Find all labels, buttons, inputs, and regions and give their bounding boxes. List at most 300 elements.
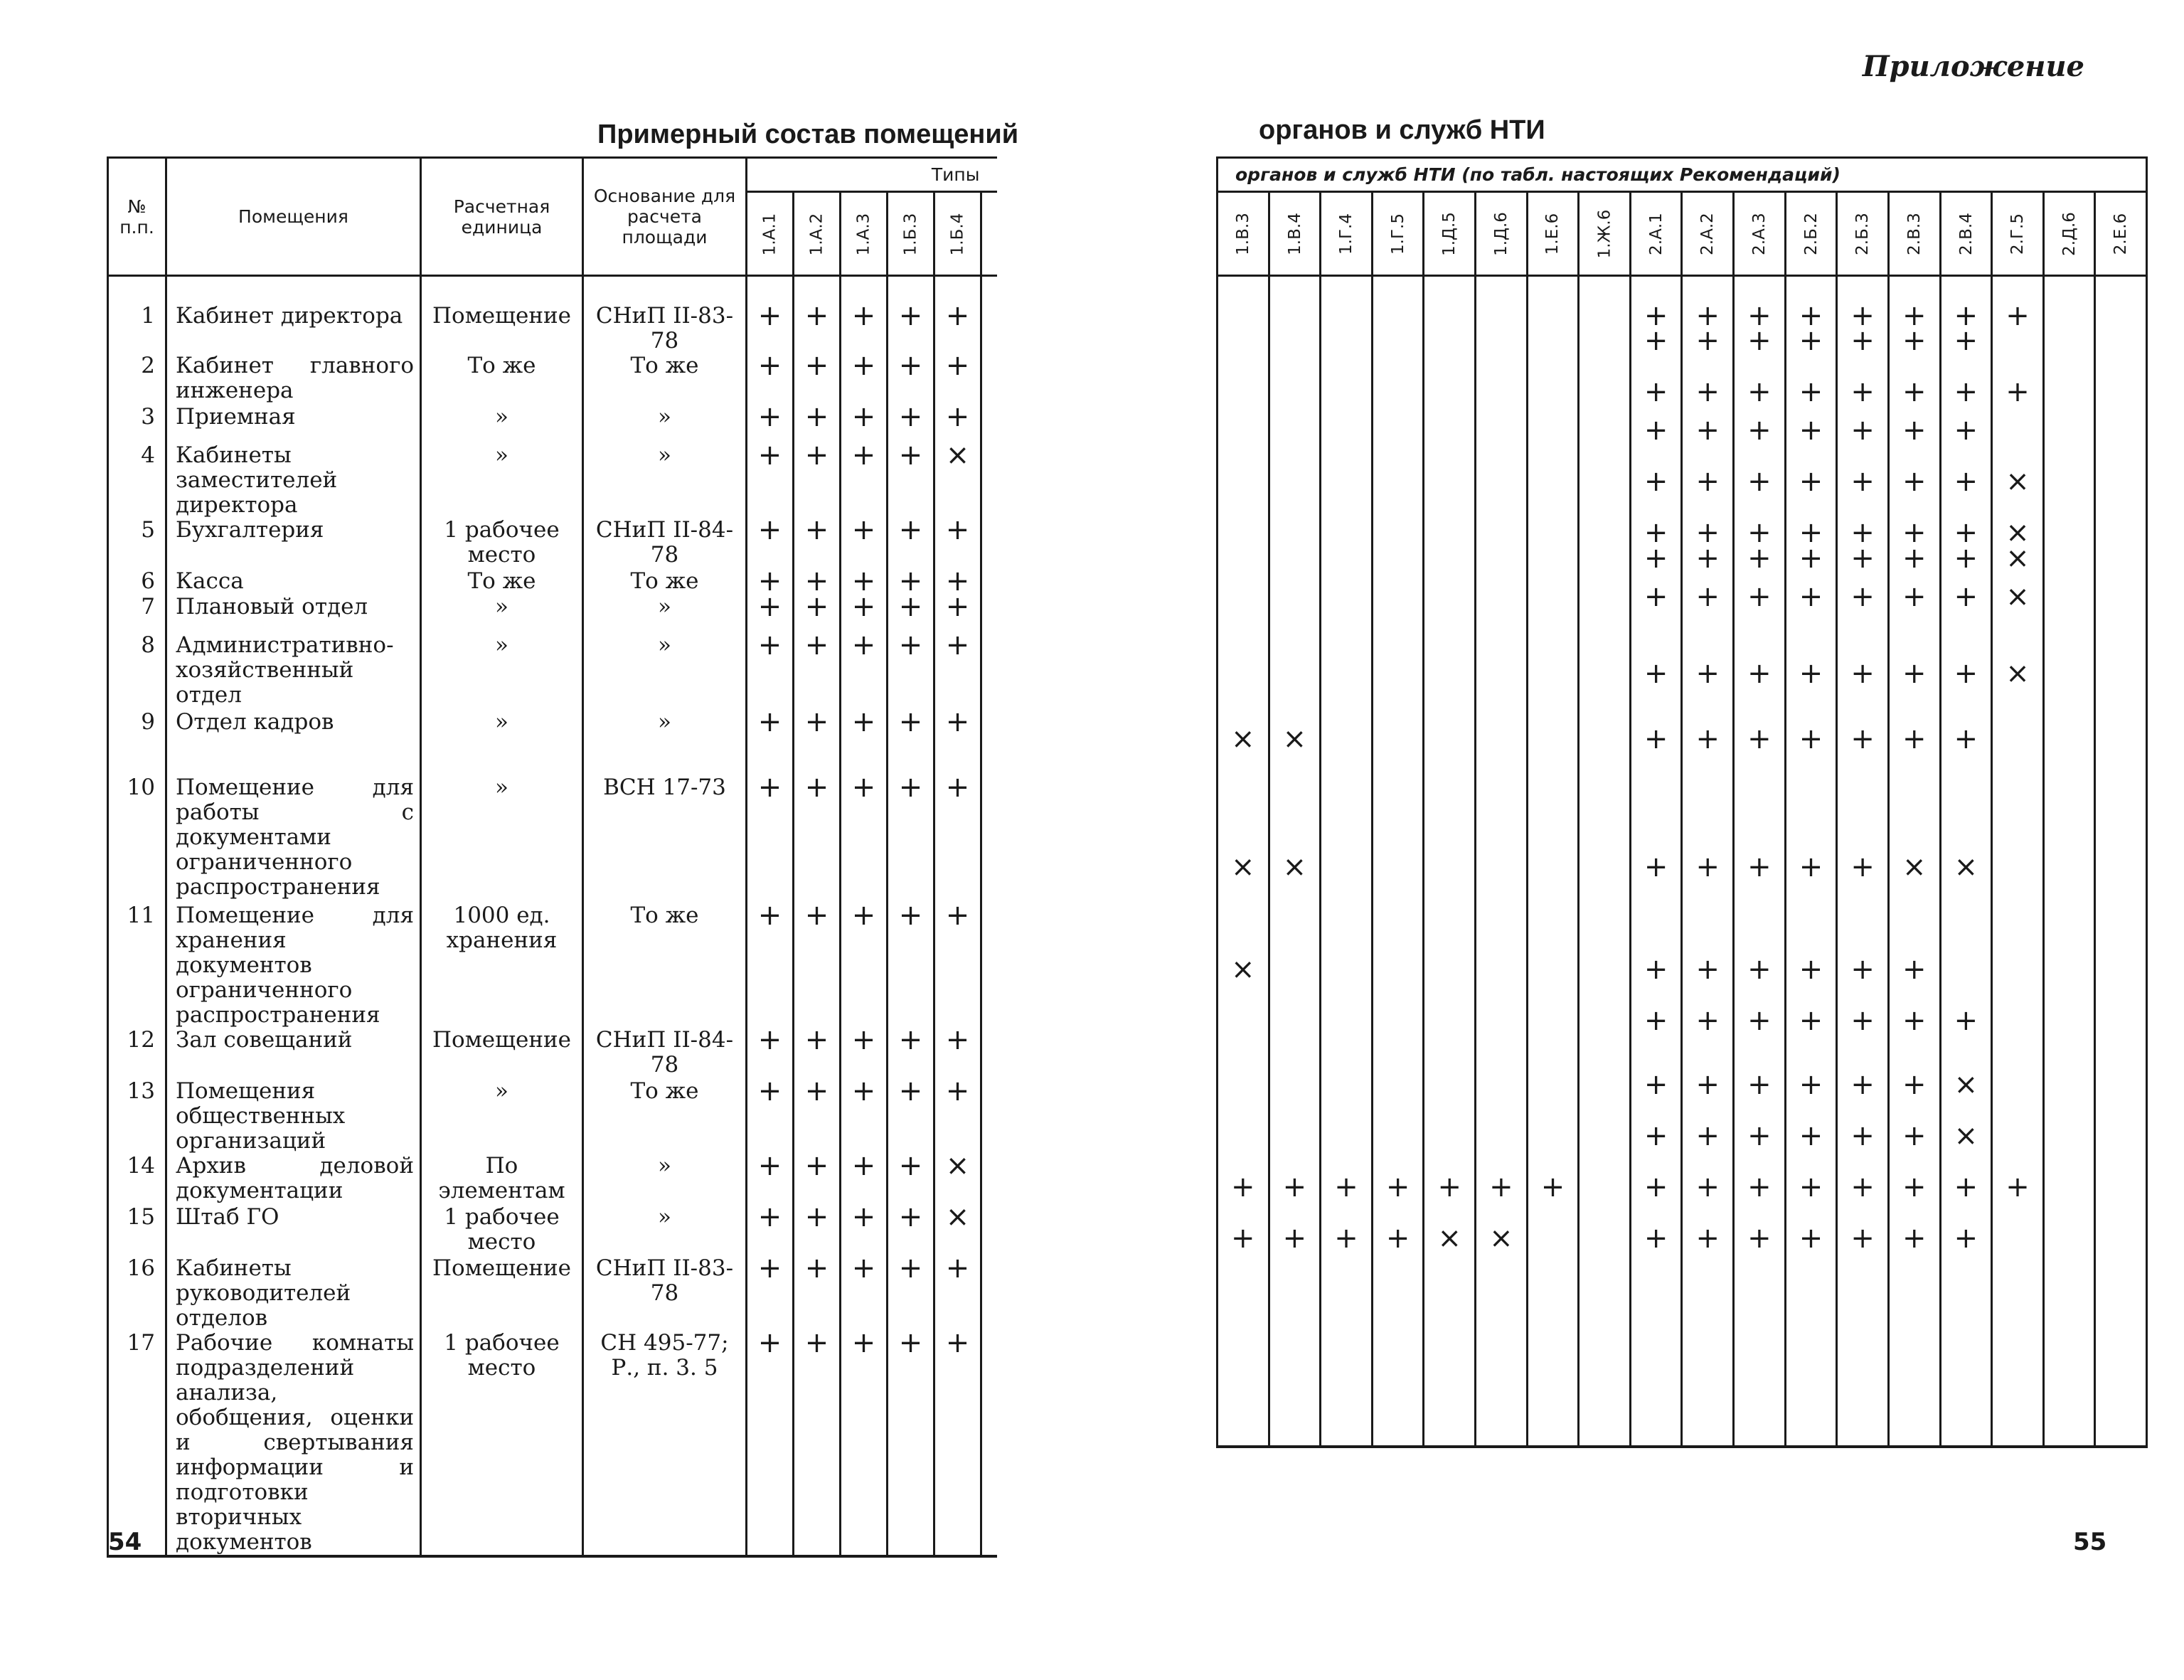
row-number: 8 bbox=[108, 633, 166, 710]
type-mark: + bbox=[747, 405, 794, 443]
type-mark bbox=[1527, 380, 1579, 418]
type-mark: + bbox=[1785, 418, 1837, 469]
type-mark: + bbox=[1888, 957, 1940, 1009]
type-mark: + bbox=[841, 405, 888, 443]
type-mark: + bbox=[1682, 1009, 1734, 1073]
type-code-label: 1.Г.5 bbox=[1388, 213, 1407, 255]
type-mark: + bbox=[1682, 1226, 1734, 1447]
area-basis: ВСН 17-73 bbox=[583, 775, 747, 903]
type-mark bbox=[1476, 661, 1528, 727]
table-row bbox=[1218, 1175, 2147, 1226]
type-mark bbox=[1527, 276, 1579, 329]
type-mark: + bbox=[888, 353, 934, 405]
type-mark bbox=[2043, 469, 2095, 521]
room-name: Помещение для хранения документов ограниченного распространения bbox=[166, 903, 421, 1028]
type-code-header bbox=[1630, 192, 1682, 276]
room-name: Зал совещаний bbox=[166, 1028, 421, 1079]
type-mark: + bbox=[841, 1205, 888, 1256]
type-code-header bbox=[2043, 192, 2095, 276]
type-mark bbox=[2043, 329, 2095, 380]
type-code-label: 2.В.4 bbox=[1956, 213, 1976, 255]
type-mark bbox=[1372, 276, 1424, 329]
type-mark bbox=[1579, 661, 1631, 727]
row-number: 14 bbox=[108, 1154, 166, 1205]
type-mark bbox=[1218, 1073, 1269, 1124]
type-mark: + bbox=[1940, 585, 1992, 661]
type-mark bbox=[2095, 276, 2147, 329]
type-code-label: 2.А.1 bbox=[1646, 213, 1666, 255]
type-code-label: 1.А.3 bbox=[854, 213, 873, 256]
type-mark: × bbox=[1940, 1124, 1992, 1175]
table-row bbox=[108, 405, 997, 443]
type-mark: + bbox=[1888, 546, 1940, 585]
type-mark: + bbox=[1476, 1175, 1528, 1226]
room-name: Кабинеты руководителей отделов bbox=[166, 1256, 421, 1331]
table-row bbox=[108, 595, 997, 633]
type-mark bbox=[1321, 418, 1373, 469]
area-basis: » bbox=[583, 595, 747, 633]
type-mark: + bbox=[1940, 380, 1992, 418]
type-mark: + bbox=[747, 1079, 794, 1154]
type-mark bbox=[1579, 957, 1631, 1009]
calc-unit: » bbox=[421, 633, 583, 710]
type-code-header bbox=[1940, 192, 1992, 276]
type-mark bbox=[1269, 521, 1321, 546]
type-mark bbox=[1218, 661, 1269, 727]
type-mark bbox=[1424, 1009, 1476, 1073]
type-mark: + bbox=[1734, 1175, 1786, 1226]
type-mark: + bbox=[1682, 329, 1734, 380]
type-code-header bbox=[1269, 192, 1321, 276]
type-mark: + bbox=[1630, 661, 1682, 727]
type-mark bbox=[2095, 661, 2147, 727]
type-mark bbox=[1321, 661, 1373, 727]
type-mark bbox=[1527, 727, 1579, 855]
type-code-header bbox=[1476, 192, 1528, 276]
type-mark bbox=[2043, 1009, 2095, 1073]
type-mark: + bbox=[1682, 585, 1734, 661]
spacer-cell bbox=[981, 595, 997, 633]
type-mark: + bbox=[1630, 1009, 1682, 1073]
type-mark: + bbox=[1682, 546, 1734, 585]
area-basis: » bbox=[583, 633, 747, 710]
type-mark bbox=[1424, 957, 1476, 1009]
header-types: Типы bbox=[747, 158, 997, 192]
type-mark: × bbox=[1424, 1226, 1476, 1447]
area-basis: СНиП II-84-78 bbox=[583, 1028, 747, 1079]
type-mark: + bbox=[1682, 469, 1734, 521]
type-mark: + bbox=[1940, 1226, 1992, 1447]
calc-unit: 1 рабочее место bbox=[421, 518, 583, 569]
type-mark: + bbox=[1837, 1073, 1889, 1124]
type-mark bbox=[1992, 855, 2044, 957]
area-basis: СНиП II-84-78 bbox=[583, 518, 747, 569]
type-mark: + bbox=[888, 1205, 934, 1256]
type-mark: + bbox=[1785, 1009, 1837, 1073]
type-mark: + bbox=[888, 903, 934, 1028]
type-mark bbox=[1527, 521, 1579, 546]
spacer-cell bbox=[981, 1205, 997, 1256]
type-mark bbox=[1269, 276, 1321, 329]
row-number: 17 bbox=[108, 1331, 166, 1556]
type-mark: + bbox=[747, 903, 794, 1028]
type-mark bbox=[1372, 1009, 1424, 1073]
type-mark: + bbox=[1837, 855, 1889, 957]
type-mark: + bbox=[1630, 1124, 1682, 1175]
room-name: Кабинет директора bbox=[166, 276, 421, 354]
type-mark: + bbox=[888, 1154, 934, 1205]
type-code-header bbox=[1734, 192, 1786, 276]
row-number: 5 bbox=[108, 518, 166, 569]
type-mark bbox=[1424, 585, 1476, 661]
type-mark: + bbox=[1734, 521, 1786, 546]
type-mark: + bbox=[1785, 380, 1837, 418]
type-mark: + bbox=[1940, 661, 1992, 727]
type-mark: + bbox=[1682, 727, 1734, 855]
row-number: 16 bbox=[108, 1256, 166, 1331]
table-row bbox=[1218, 1073, 2147, 1124]
type-mark: + bbox=[1218, 1226, 1269, 1447]
spacer-cell bbox=[981, 353, 997, 405]
table-row bbox=[108, 276, 997, 354]
type-code-label: 1.В.3 bbox=[1233, 213, 1252, 255]
type-mark: + bbox=[1785, 521, 1837, 546]
type-mark: + bbox=[1734, 418, 1786, 469]
type-mark bbox=[2095, 1175, 2147, 1226]
calc-unit: То же bbox=[421, 569, 583, 595]
type-mark: + bbox=[794, 775, 841, 903]
type-mark: + bbox=[1630, 418, 1682, 469]
spacer-cell bbox=[981, 1079, 997, 1154]
type-mark bbox=[1372, 855, 1424, 957]
type-mark: + bbox=[888, 1256, 934, 1331]
type-mark bbox=[1527, 855, 1579, 957]
type-mark bbox=[1218, 380, 1269, 418]
spacer-cell bbox=[981, 405, 997, 443]
type-mark bbox=[1527, 418, 1579, 469]
type-mark bbox=[1424, 521, 1476, 546]
row-number: 3 bbox=[108, 405, 166, 443]
type-mark: + bbox=[794, 276, 841, 354]
type-mark: + bbox=[1734, 661, 1786, 727]
type-mark: + bbox=[1682, 521, 1734, 546]
type-mark bbox=[1527, 661, 1579, 727]
type-mark: + bbox=[1992, 380, 2044, 418]
room-name: Помещение для работы с документами ограниченного распространения bbox=[166, 775, 421, 903]
table-row bbox=[108, 903, 997, 1028]
type-mark bbox=[1992, 1124, 2044, 1175]
type-mark: + bbox=[1837, 957, 1889, 1009]
type-mark: + bbox=[1734, 855, 1786, 957]
type-mark: + bbox=[1734, 957, 1786, 1009]
rooms-table bbox=[107, 156, 997, 1558]
type-spacer-header bbox=[981, 192, 997, 276]
page-number-right: 55 bbox=[2073, 1528, 2107, 1556]
type-mark bbox=[2043, 1124, 2095, 1175]
type-mark: + bbox=[1785, 1226, 1837, 1447]
type-code-label: 1.Д.6 bbox=[1491, 212, 1511, 256]
type-mark bbox=[1372, 380, 1424, 418]
type-mark: + bbox=[1321, 1226, 1373, 1447]
type-mark bbox=[1372, 469, 1424, 521]
type-mark bbox=[1269, 546, 1321, 585]
type-mark bbox=[2043, 1175, 2095, 1226]
type-mark: + bbox=[934, 775, 981, 903]
type-mark bbox=[1321, 1009, 1373, 1073]
type-mark: + bbox=[1630, 380, 1682, 418]
spacer-cell bbox=[981, 1028, 997, 1079]
type-code-header bbox=[1837, 192, 1889, 276]
type-mark: + bbox=[1734, 546, 1786, 585]
table-row bbox=[108, 775, 997, 903]
row-number: 6 bbox=[108, 569, 166, 595]
type-code-header bbox=[1527, 192, 1579, 276]
type-mark bbox=[1527, 1226, 1579, 1447]
type-mark: × bbox=[1992, 585, 2044, 661]
row-number: 13 bbox=[108, 1079, 166, 1154]
type-mark bbox=[1218, 329, 1269, 380]
calc-unit: Помещение bbox=[421, 1028, 583, 1079]
type-mark bbox=[1579, 1073, 1631, 1124]
type-mark bbox=[1527, 1073, 1579, 1124]
type-mark: + bbox=[1734, 1226, 1786, 1447]
type-mark: + bbox=[747, 353, 794, 405]
type-mark: + bbox=[934, 595, 981, 633]
type-mark bbox=[1579, 276, 1631, 329]
type-mark bbox=[1269, 661, 1321, 727]
table-row bbox=[108, 1205, 997, 1256]
type-mark bbox=[1424, 329, 1476, 380]
type-code-label: 1.А.2 bbox=[807, 213, 826, 256]
type-mark bbox=[1579, 855, 1631, 957]
table-row bbox=[1218, 329, 2147, 380]
area-basis: СНиП II-83-78 bbox=[583, 1256, 747, 1331]
calc-unit: 1000 ед. хранения bbox=[421, 903, 583, 1028]
spacer-cell bbox=[981, 633, 997, 710]
table-row bbox=[108, 443, 997, 518]
type-mark bbox=[1476, 1073, 1528, 1124]
right-page bbox=[1109, 0, 2184, 1680]
type-mark: + bbox=[1785, 276, 1837, 329]
area-basis: СН 495-77; Р., п. 3. 5 bbox=[583, 1331, 747, 1556]
type-mark: + bbox=[794, 1028, 841, 1079]
type-mark bbox=[1269, 329, 1321, 380]
calc-unit: » bbox=[421, 595, 583, 633]
type-mark: + bbox=[1888, 418, 1940, 469]
type-mark: + bbox=[747, 1028, 794, 1079]
type-mark: + bbox=[1734, 1073, 1786, 1124]
type-mark: + bbox=[747, 1205, 794, 1256]
type-mark bbox=[1992, 418, 2044, 469]
type-mark: + bbox=[841, 518, 888, 569]
type-mark bbox=[1579, 329, 1631, 380]
type-code-label: 1.Б.3 bbox=[900, 213, 920, 256]
type-mark bbox=[1218, 546, 1269, 585]
type-mark: + bbox=[1630, 585, 1682, 661]
type-code-label: 1.Д.5 bbox=[1440, 212, 1459, 256]
type-mark bbox=[1992, 329, 2044, 380]
type-mark bbox=[2043, 855, 2095, 957]
room-name: Архив деловой документации bbox=[166, 1154, 421, 1205]
type-mark bbox=[1321, 521, 1373, 546]
type-mark bbox=[2095, 1073, 2147, 1124]
type-mark bbox=[1269, 469, 1321, 521]
type-mark: × bbox=[934, 1205, 981, 1256]
table-row bbox=[108, 1079, 997, 1154]
room-name: Помещения общественных организаций bbox=[166, 1079, 421, 1154]
type-mark: × bbox=[1218, 855, 1269, 957]
type-mark: + bbox=[747, 775, 794, 903]
table-row bbox=[108, 1028, 997, 1079]
type-mark: + bbox=[1682, 276, 1734, 329]
type-mark bbox=[1476, 1009, 1528, 1073]
type-mark: + bbox=[1992, 276, 2044, 329]
type-mark bbox=[1476, 855, 1528, 957]
area-basis: » bbox=[583, 405, 747, 443]
type-mark: + bbox=[1372, 1226, 1424, 1447]
type-mark bbox=[1269, 957, 1321, 1009]
type-mark bbox=[1372, 585, 1424, 661]
type-mark bbox=[1372, 727, 1424, 855]
type-mark: + bbox=[1527, 1175, 1579, 1226]
type-mark: + bbox=[1888, 1175, 1940, 1226]
type-mark: + bbox=[934, 1079, 981, 1154]
type-mark: + bbox=[794, 595, 841, 633]
type-mark: + bbox=[1888, 521, 1940, 546]
type-mark: × bbox=[1992, 661, 2044, 727]
type-mark bbox=[2043, 546, 2095, 585]
type-mark: × bbox=[1992, 546, 2044, 585]
header-rooms: Помещения bbox=[166, 158, 421, 276]
type-mark bbox=[1527, 329, 1579, 380]
type-mark bbox=[1218, 276, 1269, 329]
type-mark: + bbox=[1785, 1073, 1837, 1124]
type-mark bbox=[2095, 1124, 2147, 1175]
type-code-header bbox=[2095, 192, 2147, 276]
type-mark: × bbox=[934, 1154, 981, 1205]
type-mark bbox=[2043, 276, 2095, 329]
type-mark bbox=[2095, 1226, 2147, 1447]
spacer-cell bbox=[981, 710, 997, 775]
type-mark bbox=[1527, 1009, 1579, 1073]
type-mark bbox=[2043, 661, 2095, 727]
type-mark: + bbox=[794, 443, 841, 518]
type-mark bbox=[1321, 329, 1373, 380]
type-mark: × bbox=[1269, 727, 1321, 855]
type-mark: + bbox=[888, 1331, 934, 1556]
type-mark: + bbox=[1888, 661, 1940, 727]
type-mark: + bbox=[1630, 521, 1682, 546]
type-mark bbox=[1424, 1073, 1476, 1124]
type-mark: + bbox=[1837, 727, 1889, 855]
calc-unit: Помещение bbox=[421, 276, 583, 354]
room-name: Штаб ГО bbox=[166, 1205, 421, 1256]
type-mark bbox=[1992, 1226, 2044, 1447]
type-mark bbox=[1321, 276, 1373, 329]
type-mark: + bbox=[1785, 1175, 1837, 1226]
type-mark: + bbox=[1785, 329, 1837, 380]
type-mark: + bbox=[1682, 1073, 1734, 1124]
type-mark: + bbox=[934, 353, 981, 405]
type-code-header bbox=[1888, 192, 1940, 276]
type-mark: × bbox=[1940, 1073, 1992, 1124]
type-mark bbox=[1372, 546, 1424, 585]
type-mark bbox=[1476, 1124, 1528, 1175]
type-mark: + bbox=[934, 710, 981, 775]
left-page-title: Примерный состав помещений bbox=[597, 119, 1019, 149]
type-mark bbox=[1321, 957, 1373, 1009]
type-mark: + bbox=[1734, 1009, 1786, 1073]
type-mark: × bbox=[1218, 957, 1269, 1009]
type-mark: + bbox=[1734, 380, 1786, 418]
type-mark: + bbox=[1682, 380, 1734, 418]
type-mark bbox=[2095, 418, 2147, 469]
type-mark bbox=[2095, 329, 2147, 380]
type-mark: + bbox=[1785, 957, 1837, 1009]
type-code-label: 2.В.3 bbox=[1905, 213, 1924, 255]
type-mark: + bbox=[1785, 1124, 1837, 1175]
type-mark bbox=[1579, 380, 1631, 418]
header-unit: Расчетная единица bbox=[421, 158, 583, 276]
type-mark: + bbox=[1682, 957, 1734, 1009]
type-mark: + bbox=[747, 518, 794, 569]
type-mark: + bbox=[794, 710, 841, 775]
type-mark: + bbox=[1940, 329, 1992, 380]
type-mark: + bbox=[841, 595, 888, 633]
type-mark bbox=[2043, 585, 2095, 661]
spacer-cell bbox=[981, 903, 997, 1028]
table-row bbox=[108, 633, 997, 710]
type-mark: + bbox=[888, 276, 934, 354]
page-number-left: 54 bbox=[108, 1528, 142, 1556]
room-name: Касса bbox=[166, 569, 421, 595]
type-mark: + bbox=[1630, 1226, 1682, 1447]
type-mark bbox=[1424, 546, 1476, 585]
table-row bbox=[108, 1154, 997, 1205]
calc-unit: 1 рабочее место bbox=[421, 1205, 583, 1256]
type-mark bbox=[1527, 957, 1579, 1009]
area-basis: » bbox=[583, 1154, 747, 1205]
table-row bbox=[108, 1256, 997, 1331]
calc-unit: 1 рабочее место bbox=[421, 1331, 583, 1556]
type-mark: + bbox=[1630, 727, 1682, 855]
type-mark: + bbox=[841, 1154, 888, 1205]
calc-unit: То же bbox=[421, 353, 583, 405]
table-row bbox=[1218, 1226, 2147, 1447]
spacer-cell bbox=[981, 1331, 997, 1556]
type-mark bbox=[1424, 1124, 1476, 1175]
type-mark bbox=[1992, 727, 2044, 855]
type-mark bbox=[2043, 727, 2095, 855]
room-name: Рабочие комнаты подразделений анализа, обобщения, оценки и свертывания информации и подготовки вторичных документов bbox=[166, 1331, 421, 1556]
type-mark: + bbox=[934, 405, 981, 443]
calc-unit: » bbox=[421, 775, 583, 903]
type-mark: + bbox=[1837, 1175, 1889, 1226]
type-mark: + bbox=[1837, 469, 1889, 521]
type-mark: + bbox=[888, 595, 934, 633]
type-mark bbox=[1476, 957, 1528, 1009]
type-mark bbox=[1992, 957, 2044, 1009]
type-mark: + bbox=[841, 353, 888, 405]
type-mark bbox=[2043, 957, 2095, 1009]
type-mark bbox=[1527, 585, 1579, 661]
area-basis: То же bbox=[583, 903, 747, 1028]
type-mark: × bbox=[934, 443, 981, 518]
table-row bbox=[1218, 276, 2147, 329]
type-mark bbox=[1218, 1009, 1269, 1073]
type-mark bbox=[1372, 329, 1424, 380]
type-mark bbox=[2095, 546, 2147, 585]
